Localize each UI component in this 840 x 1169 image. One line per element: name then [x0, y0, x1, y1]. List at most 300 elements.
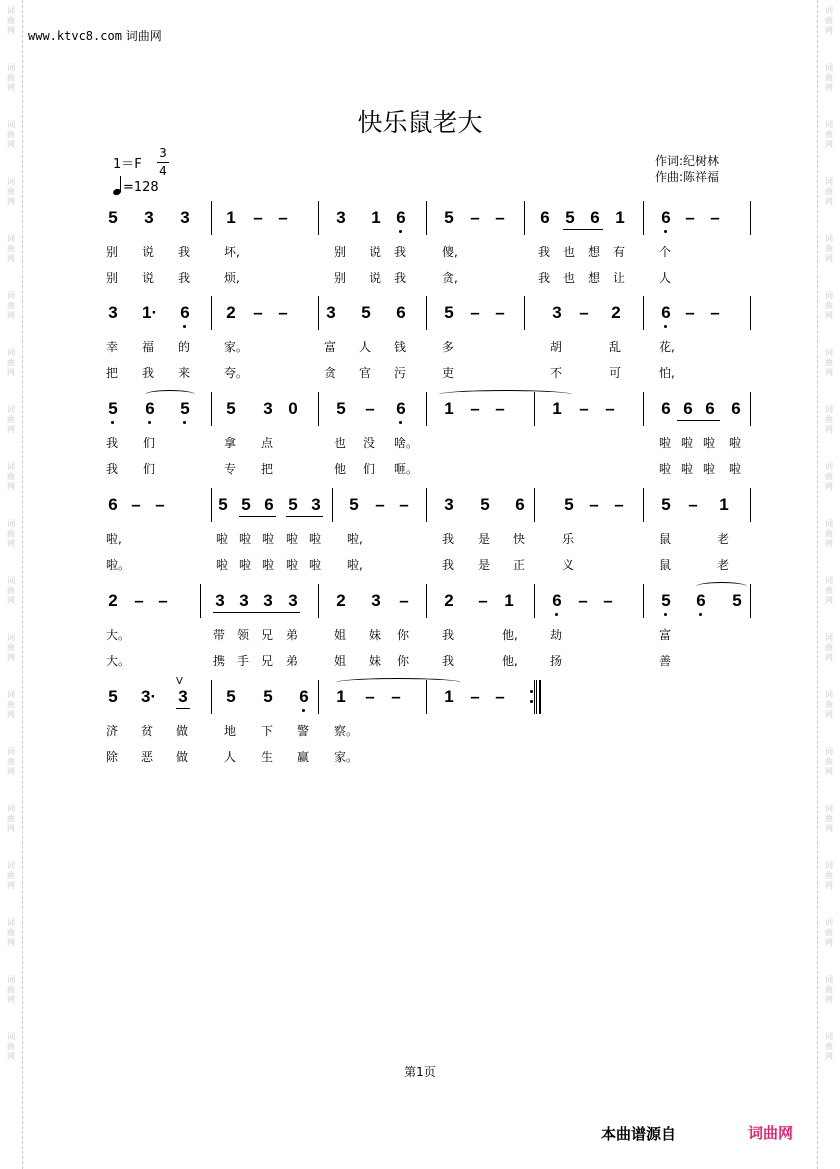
- lyric-verse2: 妹: [369, 654, 382, 668]
- lyric-verse1: 警: [297, 724, 310, 738]
- note: 5: [444, 303, 454, 322]
- note: –: [278, 208, 288, 227]
- lyric-verse1: 说: [369, 245, 382, 259]
- lyric-verse1: 多: [442, 340, 455, 354]
- lyric-verse2: 啦: [659, 462, 672, 476]
- lyric-verse1: 们: [143, 436, 156, 450]
- lyric-verse2: 我: [442, 558, 455, 572]
- barline: [534, 584, 535, 618]
- lyric-verse2: 善: [659, 654, 672, 668]
- barline: [750, 488, 751, 522]
- lyric-verse2: 老: [717, 558, 730, 572]
- watermark-char: 曲: [825, 586, 833, 595]
- watermark-char: 网: [7, 767, 15, 776]
- note: 3: [263, 399, 273, 418]
- watermark-char: 曲: [825, 985, 833, 994]
- breath-mark: V: [176, 676, 183, 687]
- watermark-char: 曲: [825, 757, 833, 766]
- barline: [426, 296, 427, 330]
- lyric-verse2: 义: [562, 558, 575, 572]
- note: 5: [288, 495, 298, 514]
- lyric-verse2: 污: [394, 366, 407, 380]
- lyric-verse1: 坏,: [224, 245, 240, 259]
- barline: [643, 296, 644, 330]
- watermark-char: 词: [825, 1032, 833, 1041]
- note: 3: [336, 208, 346, 227]
- watermark-char: 词: [7, 576, 15, 585]
- watermark-char: 曲: [825, 472, 833, 481]
- barline: [750, 201, 751, 235]
- lyric-verse2: 贪,: [442, 271, 458, 285]
- barline: [750, 584, 751, 618]
- note: 5: [336, 399, 346, 418]
- note: –: [603, 591, 613, 610]
- tie-slur: [336, 678, 461, 687]
- watermark-char: 词: [825, 576, 833, 585]
- note: 3: [326, 303, 336, 322]
- note: –: [470, 687, 480, 706]
- watermark-char: 曲: [7, 130, 15, 139]
- watermark-char: 网: [825, 710, 833, 719]
- note: –: [253, 208, 263, 227]
- watermark-char: 曲: [7, 358, 15, 367]
- lyric-verse2: 生: [261, 750, 274, 764]
- lyric-verse1: 做: [176, 724, 189, 738]
- score-system: [0, 201, 840, 235]
- note: 3: [215, 591, 225, 610]
- watermark-char: 曲: [825, 1042, 833, 1051]
- lyric-verse1: 贫: [141, 724, 154, 738]
- note: 6: [394, 399, 408, 419]
- watermark-char: 网: [825, 1052, 833, 1061]
- lyric-verse2: 恶: [141, 750, 154, 764]
- lyric-verse2: 我: [442, 654, 455, 668]
- lyric-verse1: 没: [363, 436, 376, 450]
- barline: [426, 488, 427, 522]
- watermark-char: 网: [825, 938, 833, 947]
- watermark-char: 网: [7, 824, 15, 833]
- lyric-verse2: 啦: [309, 558, 322, 572]
- lyric-verse1: 啦: [729, 436, 742, 450]
- time-signature: [157, 146, 169, 178]
- lyric-verse1: 我: [538, 245, 551, 259]
- barline: [426, 584, 427, 618]
- lyric-verse2: 把: [106, 366, 119, 380]
- watermark-char: 曲: [825, 700, 833, 709]
- watermark-char: 词: [825, 519, 833, 528]
- score-system: [0, 296, 840, 330]
- lyric-verse1: 你: [397, 628, 410, 642]
- lyric-verse2: 吏: [442, 366, 455, 380]
- lyric-verse2: 是: [478, 558, 491, 572]
- beam-underline: [563, 229, 583, 230]
- page-number: 第1页: [404, 1065, 436, 1079]
- watermark-char: 词: [7, 63, 15, 72]
- time-signature-top: 3: [159, 146, 167, 160]
- lyric-verse2: 扬: [550, 654, 563, 668]
- barline: [318, 296, 319, 330]
- lyric-verse2: 我: [178, 271, 191, 285]
- note: 1: [336, 687, 346, 706]
- watermark-char: 曲: [7, 757, 15, 766]
- note: 6: [590, 208, 600, 227]
- song-title: 快乐鼠老大: [357, 108, 483, 137]
- note: 3: [144, 208, 154, 227]
- watermark-char: 网: [825, 482, 833, 491]
- lyric-verse1: 傻,: [442, 245, 458, 259]
- note: –: [710, 303, 720, 322]
- barline: [750, 296, 751, 330]
- watermark-char: 词: [825, 6, 833, 15]
- watermark-char: 网: [825, 83, 833, 92]
- note: –: [131, 495, 141, 514]
- lyric-verse2: 说: [369, 271, 382, 285]
- lyric-verse2: 人: [224, 750, 237, 764]
- score-system: [0, 488, 840, 522]
- note: –: [155, 495, 165, 514]
- lyric-verse1: 妹: [369, 628, 382, 642]
- note: –: [579, 303, 589, 322]
- key-signature: 1＝F: [113, 157, 142, 172]
- lyric-verse1: 乐: [562, 532, 575, 546]
- note: 6: [661, 399, 671, 418]
- barline: [643, 392, 644, 426]
- watermark-char: 网: [825, 824, 833, 833]
- note: 1: [444, 687, 454, 706]
- note: 5: [226, 687, 236, 706]
- lyric-verse1: 也: [334, 436, 347, 450]
- note: 1: [226, 208, 236, 227]
- watermark-char: 网: [825, 311, 833, 320]
- watermark-char: 曲: [825, 73, 833, 82]
- note: 1: [504, 591, 514, 610]
- note: 3: [239, 591, 249, 610]
- watermark-char: 网: [825, 425, 833, 434]
- lyric-verse2: 也: [563, 271, 576, 285]
- note: 3: [288, 591, 298, 610]
- lyric-verse2: 官: [359, 366, 372, 380]
- lyric-verse2: 想: [588, 271, 601, 285]
- note: –: [710, 208, 720, 227]
- lyric-verse2: 啦: [286, 558, 299, 572]
- score-system: [0, 676, 840, 714]
- lyric-verse1: 啦: [659, 436, 672, 450]
- note: 5: [106, 399, 120, 419]
- watermark-char: 网: [825, 596, 833, 605]
- note: –: [399, 591, 409, 610]
- watermark-char: 曲: [7, 814, 15, 823]
- watermark-char: 网: [825, 653, 833, 662]
- note: 1: [371, 208, 381, 227]
- watermark-char: 词: [825, 405, 833, 414]
- watermark-char: 网: [825, 26, 833, 35]
- lyric-verse1: 大。: [106, 628, 131, 642]
- lyric-verse1: 钱: [394, 340, 407, 354]
- watermark-char: 词: [7, 804, 15, 813]
- lyric-verse1: 啦: [239, 532, 252, 546]
- lyric-verse2: 咂。: [394, 462, 419, 476]
- site-url[interactable]: www.ktvc8.com: [28, 29, 122, 43]
- note: 1: [615, 208, 625, 227]
- watermark-char: 网: [7, 881, 15, 890]
- lyric-verse1: 下: [261, 724, 274, 738]
- note: 6: [178, 303, 192, 323]
- barline: [211, 392, 212, 426]
- note: 1: [444, 399, 454, 418]
- lyric-verse1: 我: [394, 245, 407, 259]
- watermark-char: 网: [7, 995, 15, 1004]
- lyric-verse2: 姐: [334, 654, 347, 668]
- lyric-verse1: 有: [613, 245, 626, 259]
- lyric-verse1: 我: [178, 245, 191, 259]
- watermark-char: 网: [7, 710, 15, 719]
- watermark-char: 曲: [825, 244, 833, 253]
- lyric-verse1: 领: [237, 628, 250, 642]
- barline: [211, 488, 212, 522]
- lyric-verse2: 正: [513, 558, 526, 572]
- lyric-verse2: 我: [538, 271, 551, 285]
- note: –: [579, 399, 589, 418]
- note: 6: [550, 591, 564, 611]
- lyric-verse2: 手: [237, 654, 250, 668]
- note: 5: [480, 495, 490, 514]
- lyric-verse1: 快: [513, 532, 526, 546]
- watermark-char: 词: [825, 348, 833, 357]
- lyric-verse2: 不: [550, 366, 563, 380]
- lyric-verse2: 烦,: [224, 271, 240, 285]
- lyric-verse1: 地: [224, 724, 237, 738]
- watermark-char: 网: [825, 197, 833, 206]
- lyric-verse1: 乱: [609, 340, 622, 354]
- barline: [318, 201, 319, 235]
- watermark-char: 词: [825, 234, 833, 243]
- watermark-char: 词: [7, 861, 15, 870]
- barline: [318, 392, 319, 426]
- watermark-char: 网: [7, 539, 15, 548]
- note: 1: [719, 495, 729, 514]
- note: –: [685, 208, 695, 227]
- watermark-char: 曲: [825, 358, 833, 367]
- note: –: [495, 687, 505, 706]
- lyric-verse1: 啦: [681, 436, 694, 450]
- barline: [426, 201, 427, 235]
- watermark-char: 词: [7, 975, 15, 984]
- lyric-verse1: 富: [659, 628, 672, 642]
- lyric-verse1: 姐: [334, 628, 347, 642]
- time-signature-bottom: 4: [159, 164, 167, 178]
- note: 5: [263, 687, 273, 706]
- note: –: [365, 687, 375, 706]
- note: –: [578, 591, 588, 610]
- credits: [655, 153, 719, 185]
- note: 6: [705, 399, 715, 418]
- lyric-verse2: 啦: [239, 558, 252, 572]
- lyric-verse1: 啦,: [347, 532, 363, 546]
- lyric-verse2: 他,: [502, 654, 518, 668]
- watermark-char: 曲: [7, 871, 15, 880]
- note: –: [134, 591, 144, 610]
- lyric-verse2: 把: [261, 462, 274, 476]
- watermark-char: 网: [825, 140, 833, 149]
- lyric-verse1: 他,: [502, 628, 518, 642]
- note: 2: [611, 303, 621, 322]
- watermark-char: 网: [825, 995, 833, 1004]
- note: –: [470, 303, 480, 322]
- barline: [643, 201, 644, 235]
- lyric-verse2: 啦: [729, 462, 742, 476]
- lyric-verse2: 可: [609, 366, 622, 380]
- lyric-verse2: 夸。: [224, 366, 249, 380]
- lyric-verse1: 点: [261, 436, 274, 450]
- note: –: [605, 399, 615, 418]
- note: –: [685, 303, 695, 322]
- note: 2: [444, 591, 454, 610]
- lyric-verse1: 啦: [216, 532, 229, 546]
- note: 5: [108, 687, 118, 706]
- note: 3: [108, 303, 118, 322]
- lyric-verse1: 劫: [550, 628, 563, 642]
- lyric-verse1: 福: [142, 340, 155, 354]
- watermark-char: 网: [7, 368, 15, 377]
- watermark-char: 曲: [825, 814, 833, 823]
- lyric-verse2: 啦,: [347, 558, 363, 572]
- note: 5: [661, 495, 671, 514]
- lyric-verse1: 个: [659, 245, 672, 259]
- note: 5: [349, 495, 359, 514]
- watermark-char: 曲: [825, 871, 833, 880]
- watermark-char: 词: [7, 177, 15, 186]
- note: 6: [394, 208, 408, 228]
- lyric-verse1: 鼠: [659, 532, 672, 546]
- lyric-verse1: 兄: [261, 628, 274, 642]
- note: –: [278, 303, 288, 322]
- composer: 作曲:陈祥福: [655, 170, 720, 184]
- beam-underline: [286, 516, 323, 517]
- note: –: [495, 303, 505, 322]
- barline: [750, 392, 751, 426]
- footer-brand-logo[interactable]: 词曲网: [748, 1124, 794, 1142]
- lyric-verse1: 啦: [286, 532, 299, 546]
- lyric-verse2: 专: [224, 462, 237, 476]
- note: –: [688, 495, 698, 514]
- lyric-verse1: 是: [478, 532, 491, 546]
- watermark-char: 词: [825, 804, 833, 813]
- barline: [534, 488, 535, 522]
- site-header[interactable]: [28, 27, 162, 44]
- watermark-char: 网: [7, 311, 15, 320]
- lyric-verse2: 他: [334, 462, 347, 476]
- lyric-verse2: 携: [213, 654, 226, 668]
- note: 2: [108, 591, 118, 610]
- note: 3: [444, 495, 454, 514]
- note: –: [470, 208, 480, 227]
- watermark-char: 曲: [825, 16, 833, 25]
- beam-underline: [677, 420, 720, 421]
- lyric-verse1: 弟: [286, 628, 299, 642]
- watermark-char: 网: [825, 539, 833, 548]
- lyric-verse2: 弟: [286, 654, 299, 668]
- watermark-char: 词: [7, 405, 15, 414]
- beam-underline: [213, 612, 300, 613]
- lyric-verse2: 我: [394, 271, 407, 285]
- lyric-verse1: 拿: [224, 436, 237, 450]
- watermark-char: 曲: [7, 700, 15, 709]
- lyric-verse2: 们: [363, 462, 376, 476]
- watermark-char: 曲: [7, 301, 15, 310]
- lyric-verse2: 啦: [703, 462, 716, 476]
- note: –: [399, 495, 409, 514]
- barline: [211, 680, 212, 714]
- lyric-verse1: 啦: [309, 532, 322, 546]
- note: 5: [565, 208, 575, 227]
- note: –: [391, 687, 401, 706]
- watermark-char: 曲: [7, 1042, 15, 1051]
- watermark-char: 网: [7, 596, 15, 605]
- lyric-verse1: 老: [717, 532, 730, 546]
- lyric-verse1: 啦: [262, 532, 275, 546]
- watermark-char: 网: [7, 1052, 15, 1061]
- watermark-char: 网: [7, 197, 15, 206]
- watermark-char: 词: [7, 1032, 15, 1041]
- watermark-char: 词: [825, 120, 833, 129]
- watermark-char: 网: [825, 881, 833, 890]
- watermark-char: 网: [7, 482, 15, 491]
- lyric-verse2: 我: [142, 366, 155, 380]
- barline: [643, 488, 644, 522]
- barline: [426, 392, 427, 426]
- note: 6: [540, 208, 550, 227]
- note: 5: [218, 495, 228, 514]
- note: 3: [180, 208, 190, 227]
- lyric-verse2: 你: [397, 654, 410, 668]
- watermark-char: 词: [825, 975, 833, 984]
- watermark-char: 词: [825, 918, 833, 927]
- note: 5: [226, 399, 236, 418]
- lyric-verse1: 幸: [106, 340, 119, 354]
- barline: [643, 584, 644, 618]
- note: 2: [226, 303, 236, 322]
- note: 3: [178, 687, 188, 706]
- tie-slur: [696, 582, 747, 591]
- note: 3: [371, 591, 381, 610]
- watermark-char: 词: [825, 861, 833, 870]
- lyric-verse2: 赢: [297, 750, 310, 764]
- tempo-value: =128: [123, 180, 159, 195]
- note: 5: [178, 399, 192, 419]
- barline: [211, 296, 212, 330]
- watermark-char: 曲: [7, 415, 15, 424]
- note: –: [375, 495, 385, 514]
- barline: [524, 296, 525, 330]
- note: 1·: [142, 303, 158, 322]
- score-system: [0, 392, 840, 426]
- watermark-char: 网: [825, 254, 833, 263]
- watermark-char: 词: [7, 918, 15, 927]
- beam-underline: [176, 708, 190, 709]
- score-system: [0, 584, 840, 618]
- watermark-char: 词: [825, 63, 833, 72]
- lyric-verse1: 家。: [224, 340, 249, 354]
- footer-source-text: 本曲谱源自: [601, 1125, 677, 1143]
- lyric-verse1: 啦: [703, 436, 716, 450]
- lyric-verse1: 带: [213, 628, 226, 642]
- site-name[interactable]: 词曲网: [125, 29, 162, 43]
- note: 6: [108, 495, 118, 514]
- quarter-note-icon: [113, 175, 123, 195]
- watermark-char: 词: [825, 690, 833, 699]
- lyric-verse2: 啦: [262, 558, 275, 572]
- lyric-verse2: 家。: [334, 750, 359, 764]
